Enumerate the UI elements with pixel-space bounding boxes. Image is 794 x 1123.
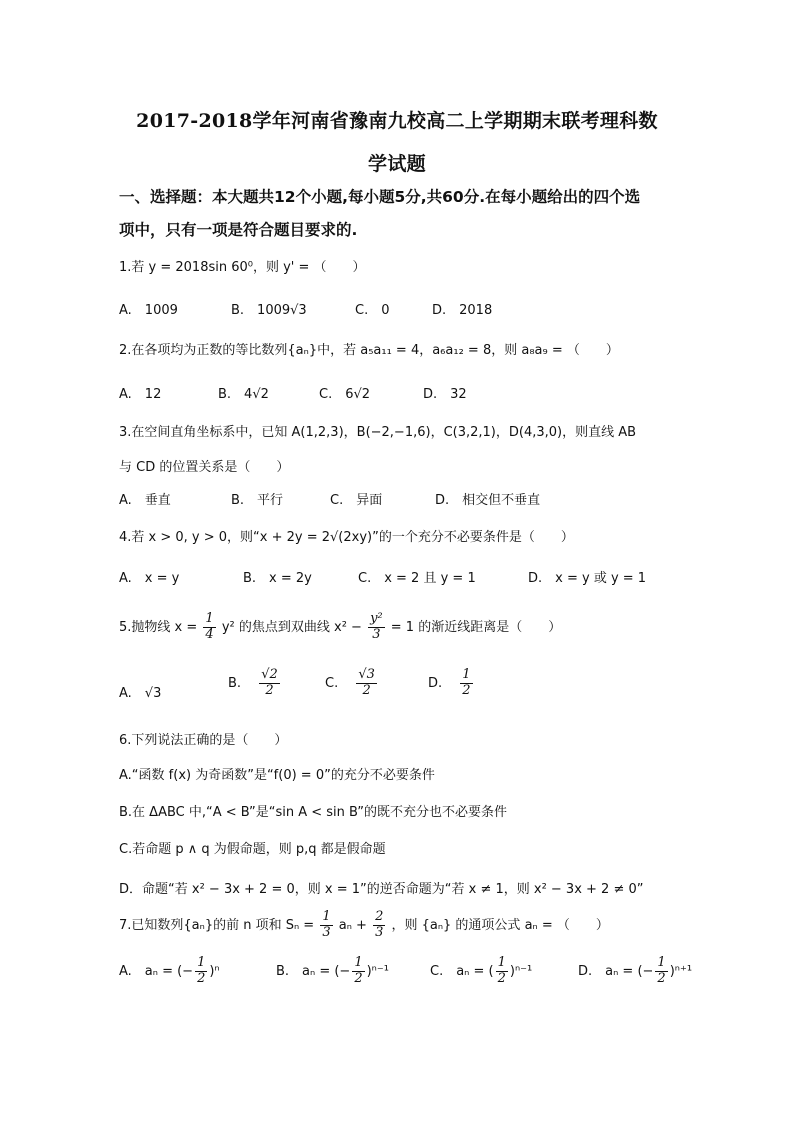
question-1-stem: 1.若 y = 2018sin 60⁰，则 y' = （ ） (119, 260, 366, 275)
fraction-numerator: 2 (375, 909, 384, 925)
question-7-option-b (276, 952, 389, 992)
fraction-denominator: 3 (375, 925, 384, 940)
question-2-option-c: C. 6√2 (319, 387, 371, 402)
fraction-denominator: 3 (372, 627, 381, 642)
question-6-option-c: C.若命题 p ∧ q 为假命题，则 p,q 都是假命题 (119, 842, 386, 857)
exam-title-line2: 学试题 (368, 153, 426, 175)
question-5-option-b (228, 668, 282, 699)
option-prefix: B. aₙ = (− (276, 964, 351, 979)
question-7-fraction-two-thirds (373, 910, 385, 941)
fraction-numerator: √3 (358, 667, 375, 682)
fraction-numerator: √2 (261, 667, 278, 682)
question-7-stem-part2: aₙ + (338, 918, 367, 933)
option-prefix: A. aₙ = (− (119, 964, 194, 979)
question-2-option-a: A. 12 (119, 387, 162, 402)
question-7-stem (119, 904, 609, 948)
question-2-option-d: D. 32 (423, 387, 467, 402)
question-7-stem-part3: ，则 {aₙ} 的通项公式 aₙ = （ ） (391, 918, 609, 933)
question-6-stem: 6.下列说法正确的是（ ） (119, 733, 288, 748)
question-5-stem-part2: y² 的焦点到双曲线 x² − (221, 620, 362, 635)
fraction-denominator: 4 (205, 627, 214, 642)
question-6-option-b: B.在 ΔABC 中,“A < B”是“sin A < sin B”的既不充分也不必要条件 (119, 805, 507, 820)
question-5-stem-part3: = 1 的渐近线距离是（ ） (390, 620, 562, 635)
question-4-option-b: B. x = 2y (243, 571, 312, 586)
question-1-option-a: A. 1009 (119, 303, 178, 318)
fraction-one-half (195, 956, 207, 987)
fraction-one-half (352, 956, 364, 987)
question-5-option-b-fraction (259, 668, 280, 699)
option-label: C. (325, 675, 339, 691)
question-5-stem-part1: 5.抛物线 x = (119, 620, 198, 635)
section-heading-line2: 项中，只有一项是符合题目要求的. (119, 221, 358, 239)
question-1-option-d: D. 2018 (432, 303, 493, 318)
question-2-stem: 2.在各项均为正数的等比数列{aₙ}中，若 a₅a₁₁ = 4，a₆a₁₂ = 8，则 a₈a₉ = （ ） (119, 343, 619, 358)
question-7-stem-part1: 7.已知数列{aₙ}的前 n 项和 Sₙ = (119, 918, 315, 933)
fraction-numerator: 1 (354, 955, 363, 971)
fraction-denominator: 2 (354, 971, 363, 986)
question-1-option-c: C. 0 (355, 303, 390, 318)
fraction-one-half (496, 956, 508, 987)
question-5-option-c (325, 668, 379, 699)
fraction-numerator: 1 (322, 909, 331, 925)
question-5-option-d-fraction (460, 668, 472, 699)
question-7-option-a (119, 952, 220, 992)
fraction-denominator: 3 (322, 925, 331, 940)
question-4-option-d: D. x = y 或 y = 1 (528, 571, 647, 586)
option-prefix: D. aₙ = (− (578, 964, 654, 979)
question-7-option-c (430, 952, 532, 992)
question-2-option-b: B. 4√2 (218, 387, 269, 402)
question-6-option-d: D．命题“若 x² − 3x + 2 = 0，则 x = 1”的逆否命题为“若 x ≠ 1，则 x² − 3x + 2 ≠ 0” (119, 882, 644, 897)
question-7-option-d (578, 952, 692, 992)
fraction-denominator: 2 (362, 682, 371, 698)
question-3-option-a: A. 垂直 (119, 493, 171, 508)
question-5-option-c-fraction (356, 668, 377, 699)
option-label: D. (428, 675, 443, 691)
question-3-option-b: B. 平行 (231, 493, 284, 508)
question-3-stem-line1: 3.在空间直角坐标系中，已知 A(1,2,3)，B(−2,−1,6)，C(3,2,1)，D(4,3,0)，则直线 AB (119, 425, 637, 440)
fraction-numerator: 1 (657, 955, 666, 971)
option-suffix: )ⁿ⁻¹ (509, 964, 533, 979)
question-6-option-a: A.“函数 f(x) 为奇函数”是“f(0) = 0”的充分不必要条件 (119, 768, 435, 783)
fraction-numerator: y² (370, 611, 383, 627)
option-prefix: C. aₙ = ( (430, 964, 494, 979)
question-3-stem-line2: 与 CD 的位置关系是（ ） (119, 460, 290, 475)
fraction-denominator: 2 (497, 971, 506, 986)
question-7-fraction-one-third (320, 910, 332, 941)
question-3-option-c: C. 异面 (330, 493, 383, 508)
fraction-numerator: 1 (205, 611, 214, 627)
fraction-numerator: 1 (197, 955, 206, 971)
option-suffix: )ⁿ (209, 964, 220, 979)
question-4-stem: 4.若 x > 0, y > 0，则“x + 2y = 2√(2xy)”的一个充分不必要条件是（ ） (119, 530, 574, 545)
option-label: B. (228, 675, 242, 691)
fraction-denominator: 2 (265, 682, 274, 698)
question-4-option-c: C. x = 2 且 y = 1 (358, 571, 476, 586)
fraction-denominator: 2 (197, 971, 206, 986)
question-5-stem (119, 606, 561, 650)
question-4-option-a: A. x = y (119, 571, 180, 586)
section-heading-line1: 一、选择题：本大题共12个小题,每小题5分,共60分.在每小题给出的四个选 (119, 188, 641, 206)
fraction-one-half (655, 956, 667, 987)
question-5-option-d (428, 668, 475, 699)
fraction-denominator: 2 (657, 971, 666, 986)
question-3-option-d: D. 相交但不垂直 (435, 493, 541, 508)
question-5-fraction-y-squared-over-3 (368, 612, 385, 643)
fraction-denominator: 2 (462, 682, 471, 698)
option-suffix: )ⁿ⁻¹ (366, 964, 389, 979)
exam-title-line1: 2017-2018学年河南省豫南九校高二上学期期末联考理科数 (136, 110, 658, 132)
question-5-option-a: A. √3 (119, 686, 162, 701)
question-1-option-b: B. 1009√3 (231, 303, 307, 318)
option-suffix: )ⁿ⁺¹ (669, 964, 693, 979)
question-5-fraction-one-quarter (203, 612, 215, 643)
fraction-numerator: 1 (497, 955, 506, 971)
fraction-numerator: 1 (462, 667, 471, 682)
